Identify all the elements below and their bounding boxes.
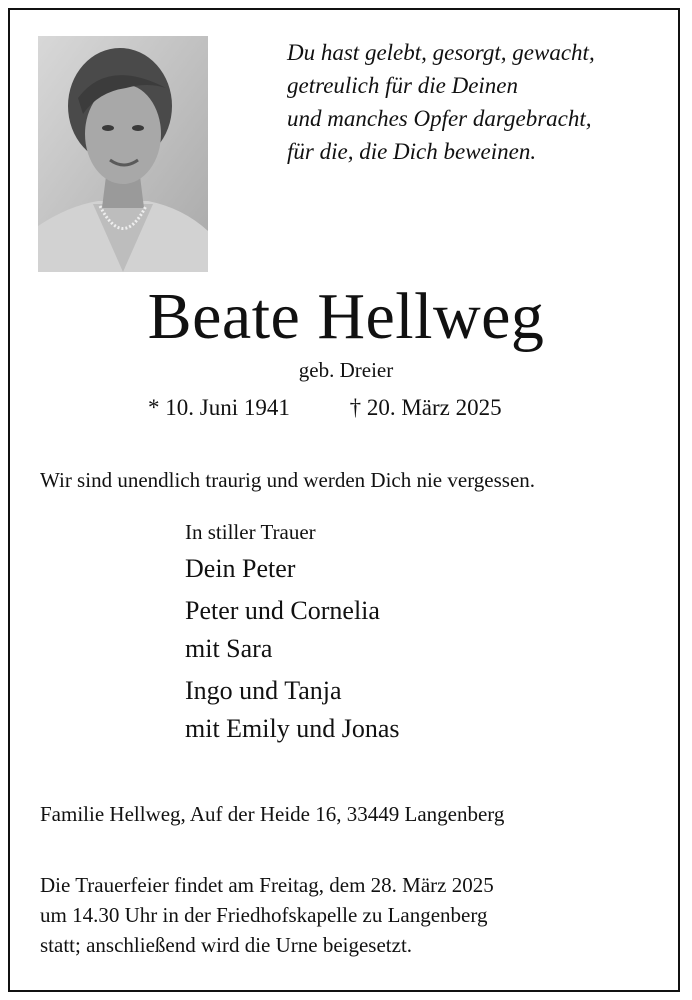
death-date: † 20. März 2025 <box>349 395 502 420</box>
service-line: Die Trauerfeier findet am Freitag, dem 28. März 2025 <box>40 873 494 897</box>
poem-line: Du hast gelebt, gesorgt, gewacht, <box>287 40 595 65</box>
memorial-poem <box>287 36 667 168</box>
poem-line: für die, die Dich beweinen. <box>287 139 537 164</box>
family-address: Familie Hellweg, Auf der Heide 16, 33449 Langenberg <box>40 802 505 826</box>
poem-line: und manches Opfer dargebracht, <box>287 106 592 131</box>
maiden-name: geb. Dreier <box>298 358 394 382</box>
service-line: statt; anschließend wird die Urne beigesetzt. <box>40 933 413 957</box>
deceased-name: Beate Hellweg <box>147 280 545 353</box>
mourner-group <box>185 550 400 588</box>
mourner-line: mit Emily und Jonas <box>185 714 400 743</box>
mourning-intro: In stiller Trauer <box>185 520 316 544</box>
mourner-group <box>185 592 400 668</box>
birth-date: * 10. Juni 1941 <box>148 395 290 420</box>
grief-statement: Wir sind unendlich traurig und werden Dich nie vergessen. <box>40 468 536 492</box>
life-dates <box>148 393 502 423</box>
poem-line: getreulich für die Deinen <box>287 73 518 98</box>
mourner-group <box>185 672 400 748</box>
mourner-line: Dein Peter <box>185 554 296 583</box>
mourner-line: Peter und Cornelia <box>185 596 380 625</box>
service-details <box>40 870 494 960</box>
mourner-line: Ingo und Tanja <box>185 676 342 705</box>
mourner-line: mit Sara <box>185 634 273 663</box>
service-line: um 14.30 Uhr in der Friedhofskapelle zu Langenberg <box>40 903 488 927</box>
portrait-photo <box>38 36 208 272</box>
mourners-list <box>185 518 400 748</box>
